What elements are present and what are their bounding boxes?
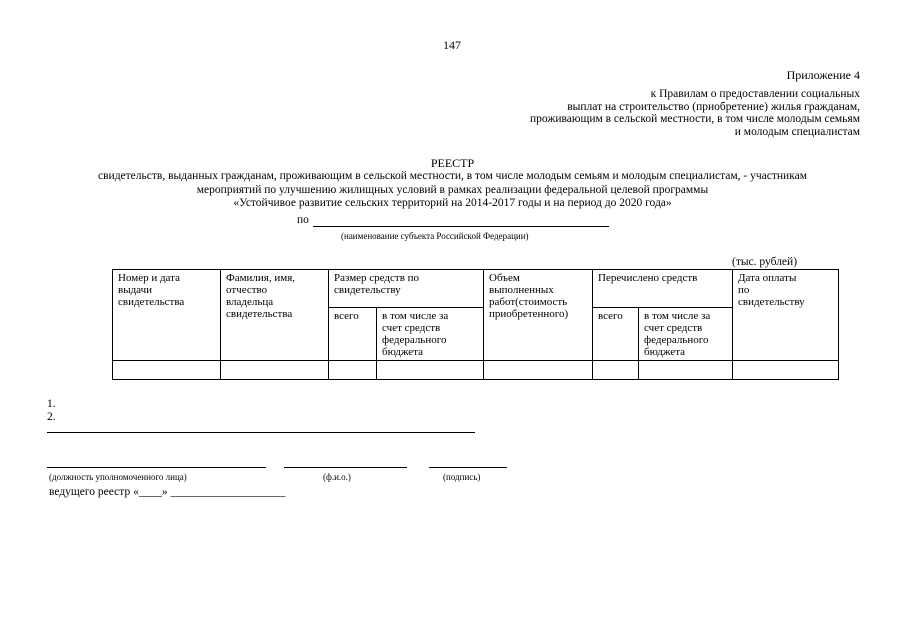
subject-name-line — [313, 226, 609, 227]
header-text: по — [738, 284, 750, 296]
header-text: бюджета — [644, 346, 686, 358]
header-text: владельца — [226, 296, 274, 308]
appendix-line: и молодым специалистам — [734, 125, 860, 138]
header-owner-name — [221, 270, 329, 361]
po-label: по — [297, 214, 309, 226]
header-text: бюджета — [382, 346, 424, 358]
appendix-line: к Правилам о предоставлении социальных — [650, 88, 860, 100]
name-line — [284, 467, 407, 468]
list-item: 2. — [47, 411, 56, 423]
header-text: счет средств — [644, 322, 703, 334]
appendix-rules — [530, 88, 860, 138]
header-amount — [329, 270, 484, 308]
position-line — [47, 467, 266, 468]
divider-line — [47, 432, 475, 433]
appendix-title: Приложение 4 — [786, 68, 860, 82]
appendix-line: выплат на строительство (приобретение) жилья гражданам, — [567, 100, 860, 113]
table-cell[interactable] — [484, 361, 593, 380]
list-item: 1. — [47, 398, 56, 410]
subject-caption: (наименование субъекта Российской Федерации) — [341, 231, 529, 241]
header-text: Размер средств по — [334, 272, 420, 284]
table-cell[interactable] — [329, 361, 377, 380]
position-caption: (должность уполномоченного лица) — [49, 472, 187, 482]
header-amount-total — [329, 308, 377, 361]
header-transferred-federal — [639, 308, 733, 361]
table-row — [113, 361, 839, 380]
header-text: всего — [598, 310, 623, 322]
table-cell[interactable] — [113, 361, 221, 380]
header-text: приобретенного) — [489, 308, 569, 320]
header-text: в том числе за — [382, 310, 449, 322]
signature-caption: (подпись) — [443, 472, 481, 482]
header-text: свидетельству — [738, 296, 805, 308]
table-cell[interactable] — [733, 361, 839, 380]
header-text: счет средств — [382, 322, 441, 334]
header-text: Номер и дата — [118, 272, 180, 284]
header-text: федерального — [382, 334, 447, 346]
registry-line: свидетельств, выданных гражданам, проживающим в сельской местности, в том числе молодым семьям и молодым специалистам, - участникам — [98, 170, 807, 182]
header-text: всего — [334, 310, 359, 322]
header-amount-federal — [377, 308, 484, 361]
header-text: в том числе за — [644, 310, 711, 322]
appendix-line: проживающим в сельской местности, в том числе молодым семьям — [530, 113, 860, 125]
header-text: свидетельства — [118, 296, 185, 308]
table-cell[interactable] — [221, 361, 329, 380]
table-cell[interactable] — [377, 361, 484, 380]
header-text: выполненных — [489, 284, 554, 296]
header-text: федерального — [644, 334, 709, 346]
header-text: Дата оплаты — [738, 272, 797, 284]
header-text: свидетельству — [334, 284, 401, 296]
header-text: Фамилия, имя, — [226, 272, 296, 284]
table-cell[interactable] — [593, 361, 639, 380]
table-cell[interactable] — [639, 361, 733, 380]
header-transferred — [593, 270, 733, 308]
registry-title: РЕЕСТР — [430, 156, 475, 170]
header-text: выдачи — [118, 284, 153, 296]
name-caption: (ф.и.о.) — [323, 472, 351, 482]
registry-table — [112, 269, 839, 380]
header-certificate-number — [113, 270, 221, 361]
header-transferred-total — [593, 308, 639, 361]
page-number: 147 — [443, 38, 461, 52]
registry-line: мероприятий по улучшению жилищных условий в рамках реализации федеральной целевой программы — [196, 183, 709, 196]
registry-description — [0, 170, 905, 211]
header-payment-date — [733, 270, 839, 361]
registry-keeper-footer: ведущего реестр «____» ____________________ — [49, 486, 286, 498]
header-text: свидетельства — [226, 308, 293, 320]
header-text: Объем — [489, 272, 520, 284]
header-text: работ(стоимость — [489, 296, 568, 308]
registry-line: «Устойчивое развитие сельских территорий на 2014-2017 годы и на период до 2020 года» — [233, 197, 672, 209]
header-work-volume — [484, 270, 593, 361]
signature-line — [429, 467, 507, 468]
header-text: Перечислено средств — [598, 272, 698, 284]
units-label: (тыс. рублей) — [732, 256, 798, 268]
header-text: отчество — [226, 284, 268, 296]
